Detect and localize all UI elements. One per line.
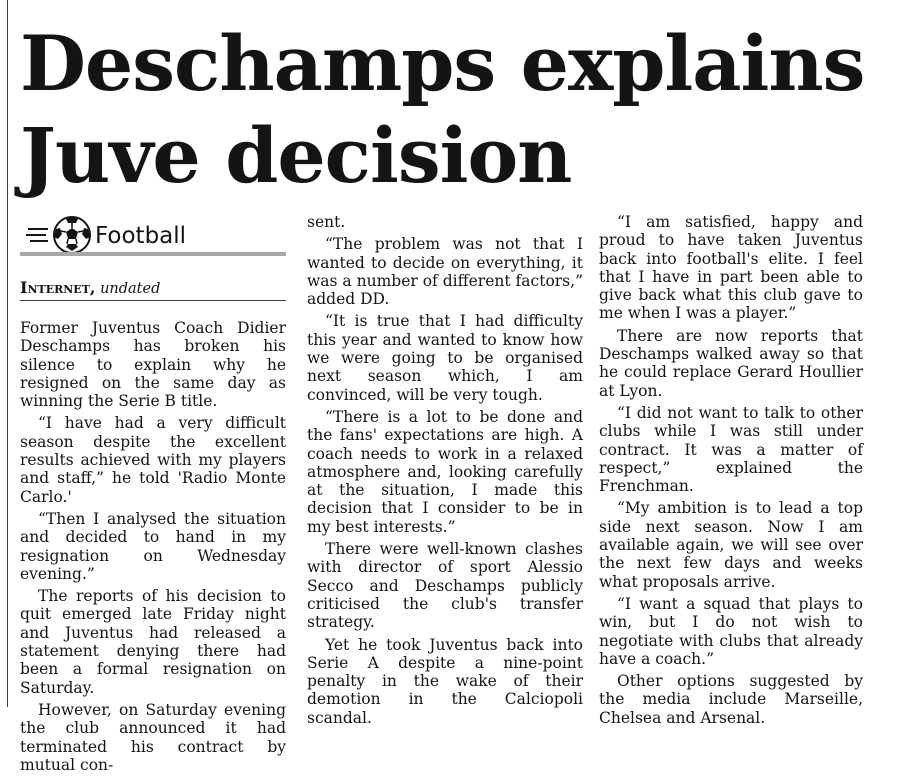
paragraph: “The problem was not that I wanted to decide on everything, it was a number of different factors,” added DD. [307, 235, 583, 309]
paragraph: “I want a squad that plays to win, but I do not wish to negotiate with clubs that already have a coach.” [599, 594, 863, 668]
paragraph: sent. [307, 213, 346, 231]
column-1-body [20, 319, 286, 774]
headline [20, 18, 900, 202]
headline-line-2: Juve decision [20, 111, 572, 200]
section-tag [20, 213, 286, 257]
paragraph: “I am satisfied, happy and proud to have taken Juventus back into football's elite. I feel that I have in part been able to give back what this club gave to me when I was a player.” [599, 213, 863, 323]
paragraph: However, on Saturday evening the club announced it had terminated his contract by mutual con- [20, 700, 286, 774]
paragraph: “Then I analysed the situation and decided to hand in my resignation on Wednesday evening.” [20, 509, 286, 583]
paragraph: Former Juventus Coach Didier Deschamps has broken his silence to explain why he resigned on the same day as winning the Serie B title. [20, 319, 286, 411]
football-icon [26, 215, 98, 255]
headline-line-1: Deschamps explains [20, 19, 865, 108]
article-column-2 [307, 213, 583, 731]
section-bar [20, 252, 286, 256]
article-column-3 [599, 213, 863, 731]
paragraph: There are now reports that Deschamps walked away so that he could replace Gerard Houllier at Lyon. [599, 326, 863, 400]
dateline-source: Internet, [20, 278, 96, 297]
column-rule [7, 0, 8, 707]
paragraph: Yet he took Juventus back into Serie A despite a nine-point penalty in the wake of their demotion in the Calciopoli scandal. [307, 635, 583, 727]
paragraph: “There is a lot to be done and the fans' expectations are high. A coach needs to work in a relaxed atmosphere and, looking carefully at the situation, I made this decision that I consider to be in my best interests.” [307, 407, 583, 536]
dateline-date: undated [100, 281, 161, 297]
paragraph: “I did not want to talk to other clubs while I was still under contract. It was a matter of respect,” explained the Frenchman. [599, 403, 863, 496]
paragraph: “I have had a very difficult season despite the excellent results achieved with my players and staff,” he told 'Radio Monte Carlo.' [20, 414, 286, 506]
dateline [20, 279, 286, 301]
section-label: Football [95, 223, 187, 249]
paragraph: “It is true that I had difficulty this year and wanted to know how we were going to be organised next season which, I am convinced, will be very tough. [307, 312, 583, 404]
paragraph: “My ambition is to lead a top side next season. Now I am available again, we will see over the next few days and weeks what proposals arrive. [599, 499, 863, 591]
paragraph: There were well-known clashes with director of sport Alessio Secco and Deschamps publicly criticised the club's transfer strategy. [307, 540, 583, 632]
paragraph: Other options suggested by the media include Marseille, Chelsea and Arsenal. [599, 672, 863, 727]
paragraph: The reports of his decision to quit emerged late Friday night and Juventus had released a statement denying there had been a formal resignation on Saturday. [20, 587, 286, 697]
article-column-1 [20, 213, 286, 778]
